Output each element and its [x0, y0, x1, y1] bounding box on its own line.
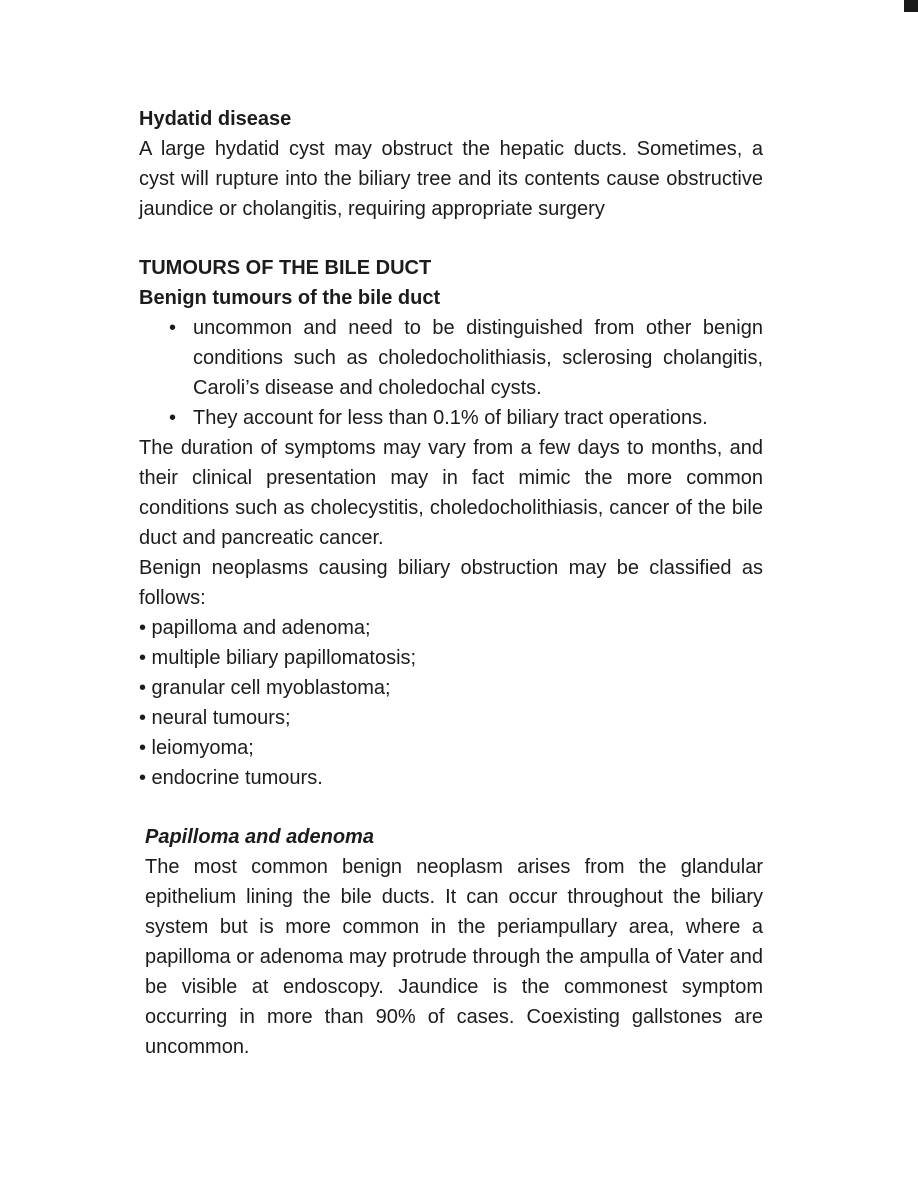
benign-tumours-subheading: Benign tumours of the bile duct — [139, 287, 441, 309]
list-item: • endocrine tumours. — [139, 767, 323, 789]
bullet-text: uncommon and need to be distinguished from other benign conditions such as choledocholithiasis, sclerosing cholangitis, Caroli’s disease and choledochal cysts. — [193, 317, 763, 399]
bullet-icon: • — [169, 407, 177, 429]
benign-bullet-list — [139, 313, 763, 433]
list-item: • neural tumours; — [139, 707, 291, 729]
list-item — [169, 403, 763, 433]
tumours-heading: TUMOURS OF THE BILE DUCT — [139, 257, 432, 279]
papilloma-section — [145, 822, 763, 1062]
list-item: • granular cell myoblastoma; — [139, 677, 391, 699]
list-item — [169, 313, 763, 403]
symptoms-paragraph: The duration of symptoms may vary from a few days to months, and their clinical presentation may in fact mimic the more common conditions such as cholecystitis, choledocholithiasis, cancer of the bile duct and pancreatic cancer. — [139, 437, 763, 549]
papilloma-paragraph: The most common benign neoplasm arises from the glandular epithelium lining the bile ducts. It can occur throughout the biliary system but is more common in the periampullary area, where a papilloma or adenoma may protrude through the ampulla of Vater and be visible at endoscopy. Jaundice is the commonest symptom occurring in more than 90% of cases. Coexisting gallstones are uncommon. — [145, 856, 763, 1058]
classification-list — [139, 613, 763, 793]
list-item: • papilloma and adenoma; — [139, 617, 371, 639]
document-page — [139, 104, 763, 1062]
classification-intro: Benign neoplasms causing biliary obstruction may be classified as follows: — [139, 557, 763, 609]
hydatid-paragraph: A large hydatid cyst may obstruct the hepatic ducts. Sometimes, a cyst will rupture into the biliary tree and its contents cause obstructive jaundice or cholangitis, requiring appropriate surgery — [139, 138, 763, 220]
scan-corner-mark — [904, 0, 918, 12]
bullet-text: They account for less than 0.1% of biliary tract operations. — [193, 407, 708, 429]
hydatid-heading: Hydatid disease — [139, 108, 292, 130]
bullet-icon: • — [169, 317, 177, 339]
list-item: • multiple biliary papillomatosis; — [139, 647, 417, 669]
papilloma-heading: Papilloma and adenoma — [145, 826, 374, 848]
list-item: • leiomyoma; — [139, 737, 254, 759]
